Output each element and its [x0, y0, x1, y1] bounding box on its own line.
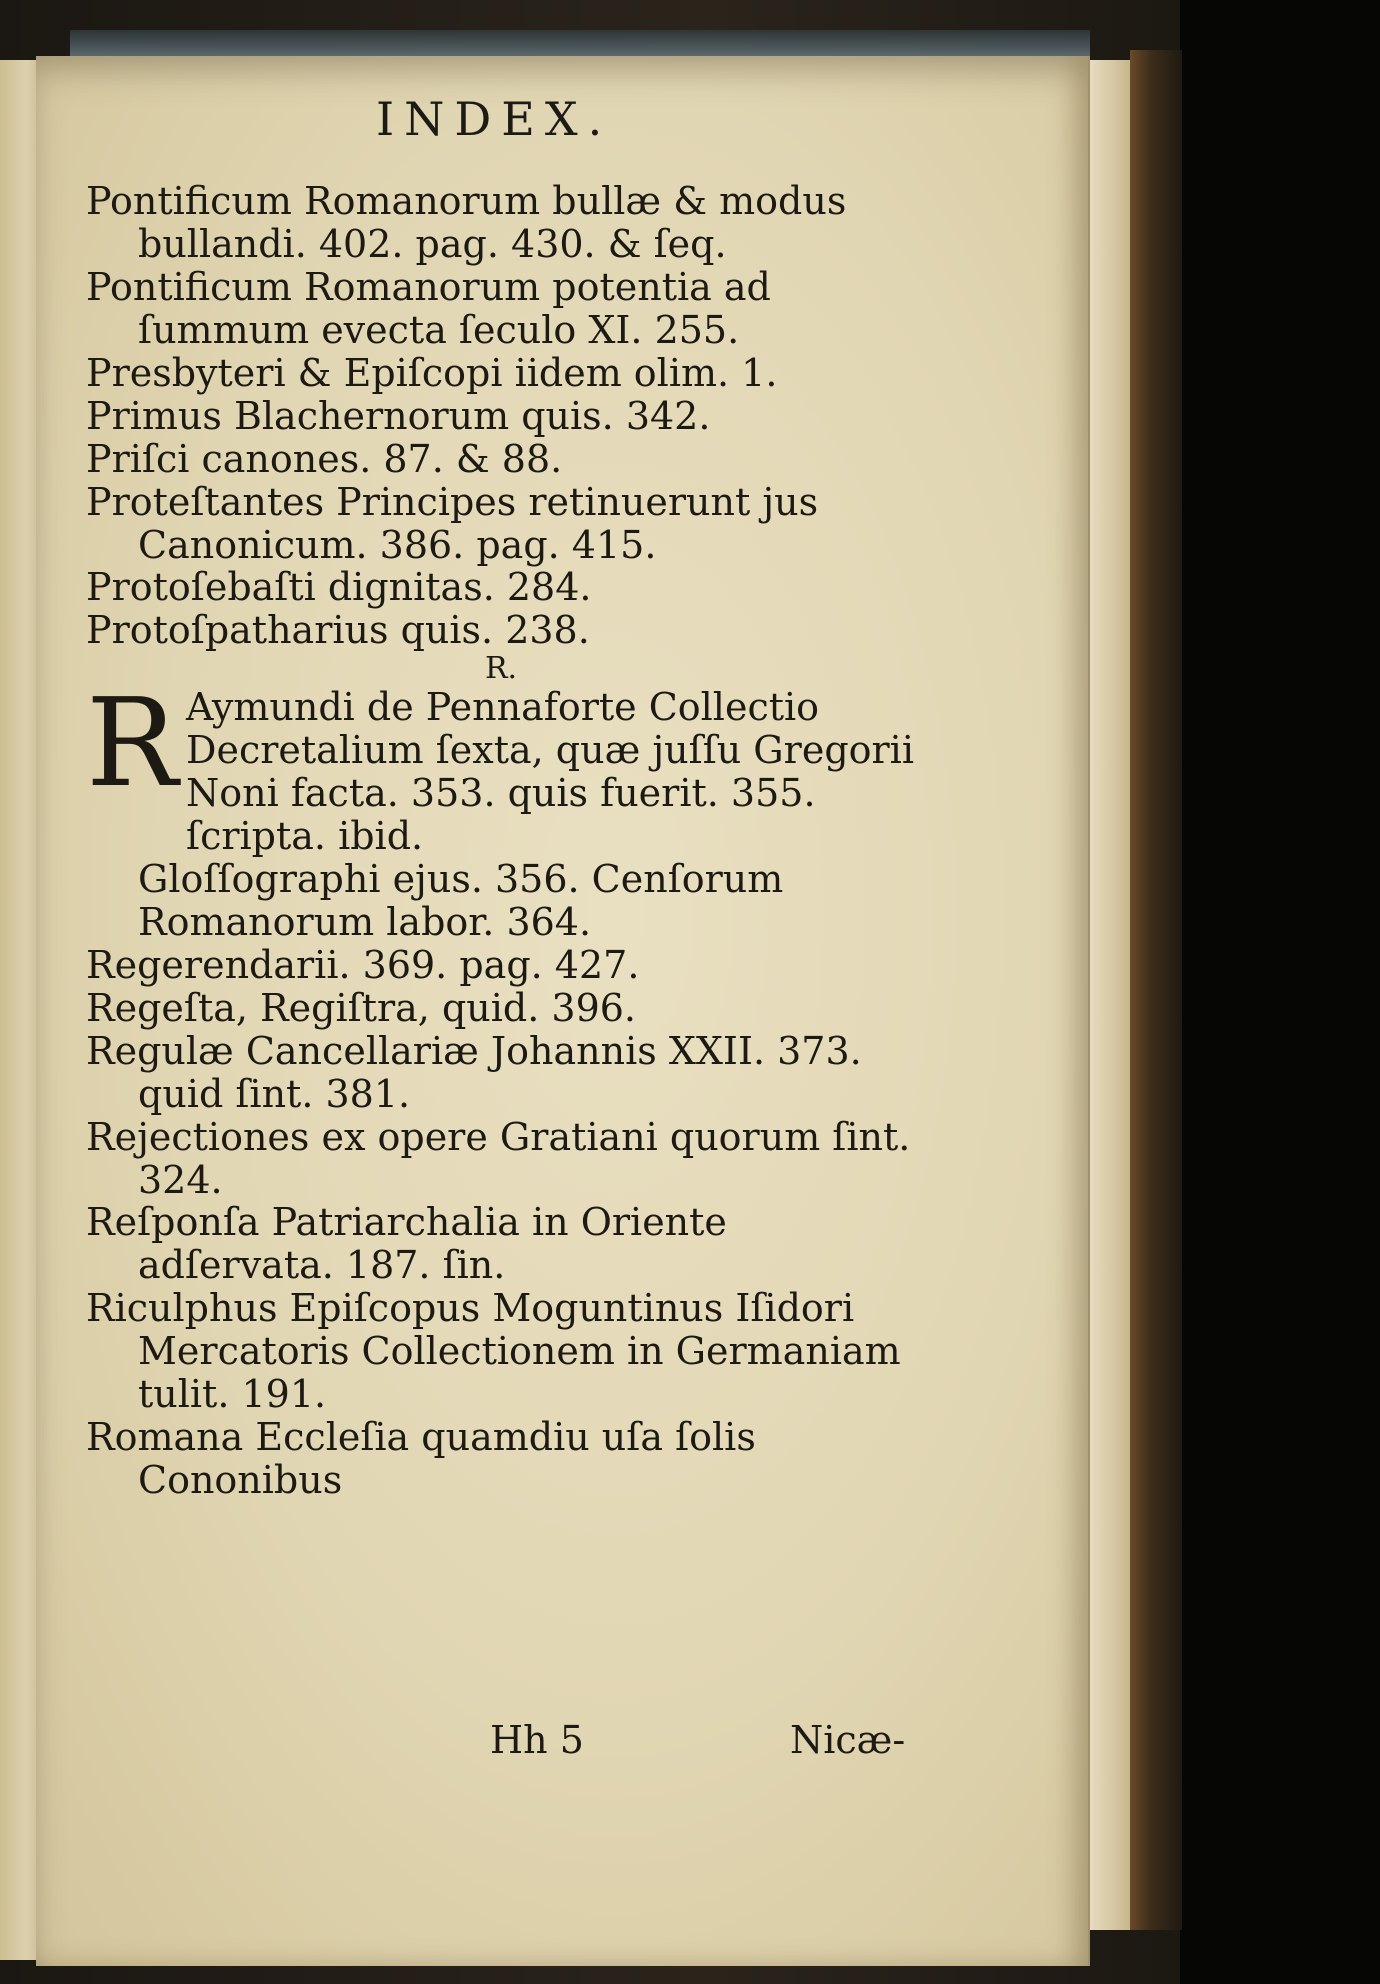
index-entry: Pontificum Romanorum potentia ad ſummum evecta ſeculo XI. 255. — [86, 264, 771, 352]
index-text — [86, 180, 916, 1502]
index-entry: Primus Blachernorum quis. 342. — [86, 393, 711, 438]
drop-cap-entry-text: Aymundi de Pennaforte Collectio Decretalium ſexta, quæ juſſu Gregorii Noni facta. 353. quis fuerit. 355. ſcripta. ibid. — [186, 685, 914, 859]
index-entry: Protoſpatharius quis. 238. — [86, 608, 590, 653]
index-entry: Pontificum Romanorum bullæ & modus bullandi. 402. pag. 430. & ſeq. — [86, 179, 847, 266]
catchword: Nicæ- — [790, 1718, 906, 1762]
page-stack-edge — [1090, 60, 1133, 1930]
index-entry: Presbyteri & Epiſcopi iidem olim. 1. — [86, 350, 778, 395]
signature-mark: Hh 5 — [490, 1718, 584, 1762]
drop-cap: R — [86, 672, 178, 815]
index-entry: Romana Eccleſia quamdiu uſa ſolis Cononibus — [86, 1415, 756, 1503]
index-entry: Regulæ Cancellariæ Johannis XXII. 373. quid ſint. 381. — [86, 1028, 862, 1116]
drop-cap-entry — [86, 672, 916, 859]
page-header: INDEX. — [376, 92, 613, 146]
index-entry: Regeſta, Regiſtra, quid. 396. — [86, 985, 636, 1030]
index-entry: Protoſebaſti dignitas. 284. — [86, 565, 592, 610]
index-entry: Priſci canones. 87. & 88. — [86, 436, 563, 481]
index-entry: Riculphus Epiſcopus Moguntinus Iſidori Mercatoris Collectionem in Germaniam tulit. 191. — [86, 1286, 901, 1417]
book-cover-edge — [1130, 50, 1182, 1930]
section-letter: R. — [484, 651, 518, 687]
drop-cap-entry-continuation: Gloſſographi ejus. 356. Cenſorum Romanorum labor. 364. — [138, 856, 784, 944]
index-entry: Rejectiones ex opere Gratiani quorum ſint. 324. — [86, 1114, 911, 1202]
index-entry: Regerendarii. 369. pag. 427. — [86, 942, 640, 987]
index-entry: Proteſtantes Principes retinuerunt jus Canonicum. 386. pag. 415. — [86, 479, 819, 567]
index-entry: Reſponſa Patriarchalia in Oriente adſervata. 187. ſin. — [86, 1200, 727, 1288]
